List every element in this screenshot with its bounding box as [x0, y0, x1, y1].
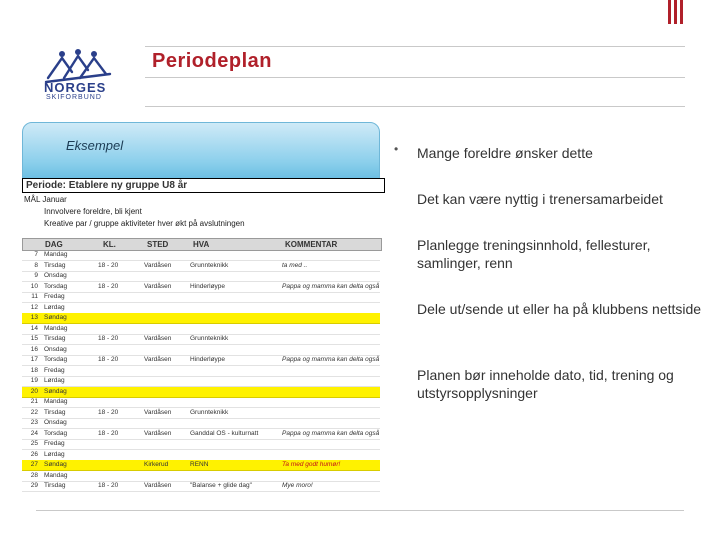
row-time: 18 - 20: [98, 482, 119, 489]
row-day: Søndag: [44, 314, 67, 321]
table-row: [22, 460, 380, 471]
row-day: Tirsdag: [44, 335, 66, 342]
row-activity: Grunnteknikk: [190, 408, 229, 416]
row-date: 19: [30, 377, 38, 384]
row-time: 18 - 20: [98, 261, 119, 269]
row-day: Lørdag: [44, 377, 65, 384]
row-date: 7: [34, 251, 38, 258]
header-divider: [145, 106, 685, 107]
row-comment: Pappa og mamma kan delta også: [282, 429, 380, 437]
row-day: Søndag: [44, 461, 67, 468]
row-day: Tirsdag: [44, 408, 66, 416]
row-place: Vardåsen: [144, 261, 172, 269]
table-row: [22, 324, 380, 335]
row-date: 22: [30, 408, 38, 416]
table-row: [22, 418, 380, 429]
sheet-title: Periode: Etablere ny gruppe U8 år: [22, 178, 385, 193]
table-row: [22, 429, 380, 440]
deco-stripe: [680, 0, 683, 24]
col-kl: KL.: [103, 240, 116, 249]
row-comment: Ta med godt humør!: [282, 461, 341, 468]
row-day: Onsdag: [44, 345, 67, 353]
row-comment: Pappa og mamma kan delta også: [282, 356, 380, 363]
bullet-item: Planlegge treningsinnhold, fellesturer, samlinger, renn: [417, 237, 651, 271]
row-day: Tirsdag: [44, 482, 66, 489]
row-date: 15: [30, 335, 38, 342]
row-date: 27: [30, 461, 38, 468]
table-row: [22, 355, 380, 366]
table-row: [22, 376, 380, 387]
row-day: Fredag: [44, 366, 65, 374]
sheet-goal-line: Kreative par / gruppe aktiviteter hver økt på avslutningen: [44, 219, 245, 228]
row-place: Kirkerud: [144, 461, 169, 468]
bullet-item: Det kan være nyttig i trenersamarbeidet: [417, 191, 663, 207]
row-day: Fredag: [44, 440, 65, 447]
row-date: 18: [30, 366, 38, 374]
bullet-item: Mange foreldre ønsker dette: [417, 145, 593, 161]
sheet-goal-line: MÅL Januar: [24, 195, 67, 204]
row-place: Vardåsen: [144, 282, 172, 290]
row-time: 18 - 20: [98, 356, 119, 363]
row-date: 8: [34, 261, 38, 269]
row-day: Mandag: [44, 324, 68, 332]
bullet-item: Dele ut/sende ut eller ha på klubbens nettside: [417, 301, 702, 317]
row-day: Søndag: [44, 387, 67, 395]
table-row: [22, 439, 380, 450]
col-dag: DAG: [45, 240, 63, 249]
row-date: 29: [30, 482, 38, 489]
row-date: 25: [30, 440, 38, 447]
table-row: [22, 250, 380, 261]
row-date: 11: [31, 293, 38, 300]
bullet-marker: •: [394, 142, 399, 156]
row-date: 24: [30, 429, 38, 437]
col-hva: HVA: [193, 240, 210, 249]
row-activity: Grunnteknikk: [190, 335, 229, 342]
table-row: [22, 387, 380, 398]
row-day: Fredag: [44, 293, 65, 300]
col-kommentar: KOMMENTAR: [285, 240, 338, 249]
row-date: 20: [30, 387, 38, 395]
row-day: Torsdag: [44, 429, 68, 437]
example-label: Eksempel: [66, 138, 124, 153]
table-row: [22, 397, 380, 408]
row-date: 9: [34, 272, 38, 279]
row-day: Onsdag: [44, 419, 67, 426]
table-row: [22, 271, 380, 282]
row-date: 16: [30, 345, 38, 353]
row-date: 10: [30, 282, 38, 290]
row-day: Torsdag: [44, 282, 68, 290]
row-day: Lørdag: [44, 450, 65, 458]
row-day: Mandag: [44, 251, 68, 258]
footer-divider: [36, 510, 684, 511]
row-date: 28: [30, 471, 38, 479]
page-title: Periodeplan: [152, 50, 272, 72]
table-row: [22, 471, 380, 482]
row-activity: "Balanse + glide dag": [190, 482, 252, 489]
row-day: Torsdag: [44, 356, 68, 363]
row-activity: Hinderløype: [190, 356, 226, 363]
row-comment: ta med ..: [282, 261, 308, 269]
row-date: 14: [30, 324, 38, 332]
row-day: Mandag: [44, 471, 68, 479]
table-row: [22, 313, 380, 324]
table-row: [22, 282, 380, 293]
table-row: [22, 450, 380, 461]
row-date: 23: [30, 419, 38, 426]
row-place: Vardåsen: [144, 429, 172, 437]
col-sted: STED: [147, 240, 169, 249]
row-activity: RENN: [190, 461, 209, 468]
table-row: [22, 345, 380, 356]
row-day: Tirsdag: [44, 261, 66, 269]
row-place: Vardåsen: [144, 335, 172, 342]
row-date: 17: [30, 356, 38, 363]
table-row: [22, 481, 380, 492]
row-time: 18 - 20: [98, 335, 119, 342]
row-activity: Ganddal OS - kulturnatt: [190, 429, 259, 437]
row-comment: Mye moro!: [282, 482, 313, 489]
table-row: [22, 292, 380, 303]
table-row: [22, 261, 380, 272]
table-row: [22, 303, 380, 314]
row-comment: Pappa og mamma kan delta også: [282, 282, 380, 290]
row-activity: Grunnteknikk: [190, 261, 229, 269]
row-time: 18 - 20: [98, 429, 119, 437]
table-row: [22, 366, 380, 377]
table-row: [22, 408, 380, 419]
table-row: [22, 334, 380, 345]
row-time: 18 - 20: [98, 408, 119, 416]
row-date: 26: [30, 450, 38, 458]
row-day: Mandag: [44, 398, 68, 405]
bullet-item: Planen bør inneholde dato, tid, trening og utstyrsopplysninger: [417, 367, 674, 401]
row-activity: Hinderløype: [190, 282, 226, 290]
row-place: Vardåsen: [144, 482, 172, 489]
row-date: 12: [30, 303, 38, 311]
sheet-goal-line: Innvolvere foreldre, bli kjent: [44, 207, 142, 216]
deco-stripe: [668, 0, 671, 24]
row-place: Vardåsen: [144, 356, 172, 363]
row-date: 21: [30, 398, 38, 405]
deco-stripe: [674, 0, 677, 24]
row-day: Onsdag: [44, 272, 67, 279]
row-time: 18 - 20: [98, 282, 119, 290]
row-place: Vardåsen: [144, 408, 172, 416]
row-date: 13: [30, 314, 38, 321]
row-day: Lørdag: [44, 303, 65, 311]
logo-subtitle: SKIFORBUND: [46, 94, 102, 101]
logo-wordmark: NORGES: [44, 80, 107, 95]
